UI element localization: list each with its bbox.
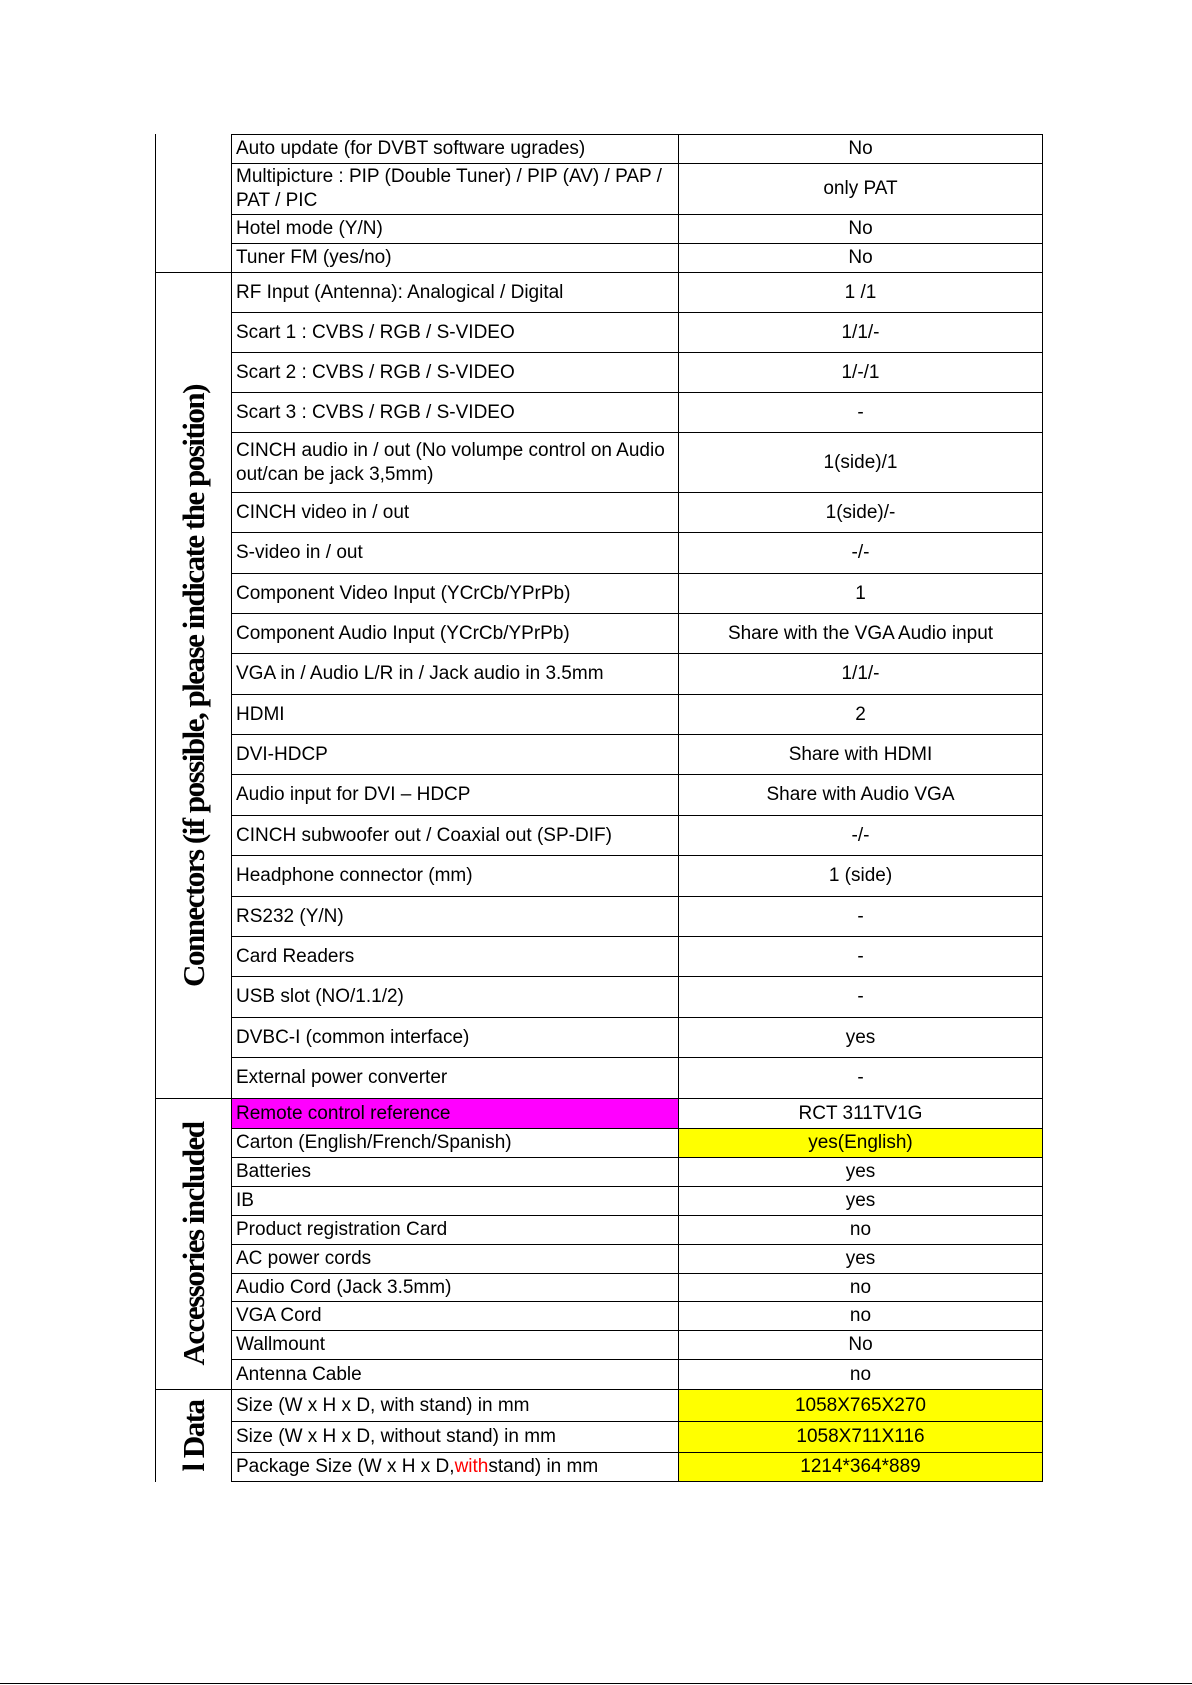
spec-value-cell: Share with the VGA Audio input [678, 613, 1043, 653]
spec-item-cell: Hotel mode (Y/N) [231, 214, 678, 243]
spec-item-cell: RS232 (Y/N) [231, 896, 678, 936]
table-row [231, 392, 1043, 432]
spec-value-cell: 1(side)/- [678, 492, 1043, 532]
table-row [231, 815, 1043, 855]
spec-value-cell: No [678, 1330, 1043, 1359]
table-row [231, 1301, 1043, 1330]
table-row [231, 532, 1043, 573]
spec-item-cell: External power converter [231, 1057, 678, 1098]
section-connectors [155, 272, 1043, 1098]
table-row [231, 272, 1043, 312]
spec-value-cell: 1058X711X116 [678, 1421, 1043, 1452]
section-label-cell [155, 272, 231, 1098]
spec-value-cell: 1 /1 [678, 272, 1043, 312]
spec-value-cell: yes [678, 1017, 1043, 1057]
spec-item-cell: Scart 3 : CVBS / RGB / S-VIDEO [231, 392, 678, 432]
spec-item-cell: Scart 2 : CVBS / RGB / S-VIDEO [231, 352, 678, 392]
spec-item-cell: Carton (English/French/Spanish) [231, 1128, 678, 1157]
spec-item-cell: Scart 1 : CVBS / RGB / S-VIDEO [231, 312, 678, 352]
spec-item-cell [231, 1452, 678, 1482]
spec-item-cell: Batteries [231, 1157, 678, 1186]
spec-item-cell: Audio input for DVI – HDCP [231, 774, 678, 815]
section-title-accessories: Accessories included [175, 1122, 211, 1366]
spec-item-cell: USB slot (NO/1.1/2) [231, 976, 678, 1017]
spec-item-cell: VGA Cord [231, 1301, 678, 1330]
spec-value-cell: no [678, 1273, 1043, 1301]
spec-value-cell: - [678, 976, 1043, 1017]
spec-value-cell: 1/1/- [678, 312, 1043, 352]
spec-value-cell: yes(English) [678, 1128, 1043, 1157]
spec-value-cell: No [678, 134, 1043, 163]
spec-item-cell: Multipicture : PIP (Double Tuner) / PIP (AV) / PAP / PAT / PIC [231, 163, 678, 214]
spec-value-cell: 2 [678, 694, 1043, 734]
table-row [231, 1244, 1043, 1273]
spec-value-cell: 1 [678, 573, 1043, 613]
spec-value-cell: No [678, 243, 1043, 272]
item-text-highlight: with [454, 1456, 489, 1477]
spec-item-cell: Size (W x H x D, with stand) in mm [231, 1389, 678, 1421]
spec-value-cell: - [678, 1057, 1043, 1098]
spec-item-cell: Wallmount [231, 1330, 678, 1359]
section-physical-data [155, 1389, 1043, 1482]
spec-item-cell: Auto update (for DVBT software ugrades) [231, 134, 678, 163]
table-row [231, 1421, 1043, 1452]
spec-item-cell: Remote control reference [231, 1098, 678, 1128]
section-title-connectors: Connectors (if possible, please indicate the position) [175, 384, 211, 987]
table-row [231, 976, 1043, 1017]
table-row [231, 492, 1043, 532]
section-general [155, 134, 1043, 272]
table-row [231, 312, 1043, 352]
spec-item-cell: RF Input (Antenna): Analogical / Digital [231, 272, 678, 312]
spec-item-cell: DVBC-I (common interface) [231, 1017, 678, 1057]
spec-value-cell: 1 (side) [678, 855, 1043, 896]
table-row [231, 573, 1043, 613]
table-row [231, 774, 1043, 815]
item-text-part: Package Size (W x H x D, [236, 1456, 455, 1477]
section-label-cell [155, 1389, 231, 1482]
spec-value-cell: Share with HDMI [678, 734, 1043, 774]
table-row [231, 352, 1043, 392]
spec-item-cell: Component Video Input (YCrCb/YPrPb) [231, 573, 678, 613]
item-text-part: stand) in mm [488, 1456, 599, 1477]
spec-item-cell: Size (W x H x D, without stand) in mm [231, 1421, 678, 1452]
section-title-data: l Data [175, 1400, 211, 1472]
table-row [231, 1017, 1043, 1057]
spec-item-cell: S-video in / out [231, 532, 678, 573]
spec-item-cell: Card Readers [231, 936, 678, 976]
page-bottom-divider [0, 1683, 1192, 1684]
table-row [231, 1389, 1043, 1421]
spec-value-cell: 1(side)/1 [678, 432, 1043, 492]
table-row [231, 1157, 1043, 1186]
table-row [231, 214, 1043, 243]
spec-item-cell: Headphone connector (mm) [231, 855, 678, 896]
table-row [231, 1359, 1043, 1389]
spec-item-cell: IB [231, 1186, 678, 1215]
table-row [231, 243, 1043, 272]
table-row [231, 734, 1043, 774]
spec-value-cell: - [678, 936, 1043, 976]
spec-item-cell: Audio Cord (Jack 3.5mm) [231, 1273, 678, 1301]
spec-item-cell: CINCH video in / out [231, 492, 678, 532]
spec-value-cell: -/- [678, 532, 1043, 573]
spec-value-cell: No [678, 214, 1043, 243]
spec-value-cell: yes [678, 1244, 1043, 1273]
table-row [231, 1057, 1043, 1098]
spec-item-cell: VGA in / Audio L/R in / Jack audio in 3.5mm [231, 653, 678, 694]
spec-value-cell: 1214*364*889 [678, 1452, 1043, 1482]
table-row [231, 1330, 1043, 1359]
spec-value-cell: yes [678, 1157, 1043, 1186]
section-label-cell [155, 1098, 231, 1389]
spec-item-cell: Product registration Card [231, 1215, 678, 1244]
spec-value-cell: RCT 311TV1G [678, 1098, 1043, 1128]
spec-sheet-table [155, 134, 1043, 1482]
spec-value-cell: - [678, 392, 1043, 432]
table-row [231, 432, 1043, 492]
spec-item-cell: HDMI [231, 694, 678, 734]
spec-value-cell: no [678, 1215, 1043, 1244]
table-row [231, 1215, 1043, 1244]
table-row [231, 1452, 1043, 1482]
table-row [231, 896, 1043, 936]
section-accessories [155, 1098, 1043, 1389]
table-row [231, 1186, 1043, 1215]
table-row [231, 1273, 1043, 1301]
spec-value-cell: no [678, 1359, 1043, 1389]
spec-value-cell: 1058X765X270 [678, 1389, 1043, 1421]
table-row [231, 613, 1043, 653]
spec-value-cell: yes [678, 1186, 1043, 1215]
spec-item-cell: Tuner FM (yes/no) [231, 243, 678, 272]
spec-value-cell: -/- [678, 815, 1043, 855]
spec-value-cell: Share with Audio VGA [678, 774, 1043, 815]
spec-item-cell: DVI-HDCP [231, 734, 678, 774]
spec-value-cell: only PAT [678, 163, 1043, 214]
table-row [231, 1128, 1043, 1157]
spec-value-cell: - [678, 896, 1043, 936]
table-row [231, 936, 1043, 976]
spec-item-cell: Component Audio Input (YCrCb/YPrPb) [231, 613, 678, 653]
spec-value-cell: 1/-/1 [678, 352, 1043, 392]
table-row [231, 134, 1043, 163]
spec-item-cell: Antenna Cable [231, 1359, 678, 1389]
table-row [231, 653, 1043, 694]
spec-value-cell: 1/1/- [678, 653, 1043, 694]
spec-item-cell: AC power cords [231, 1244, 678, 1273]
table-row [231, 1098, 1043, 1128]
spec-item-cell: CINCH subwoofer out / Coaxial out (SP-DIF) [231, 815, 678, 855]
table-row [231, 163, 1043, 214]
spec-item-cell: CINCH audio in / out (No volumpe control on Audio out/can be jack 3,5mm) [231, 432, 678, 492]
section-label-cell [155, 134, 231, 272]
table-row [231, 855, 1043, 896]
table-row [231, 694, 1043, 734]
spec-value-cell: no [678, 1301, 1043, 1330]
